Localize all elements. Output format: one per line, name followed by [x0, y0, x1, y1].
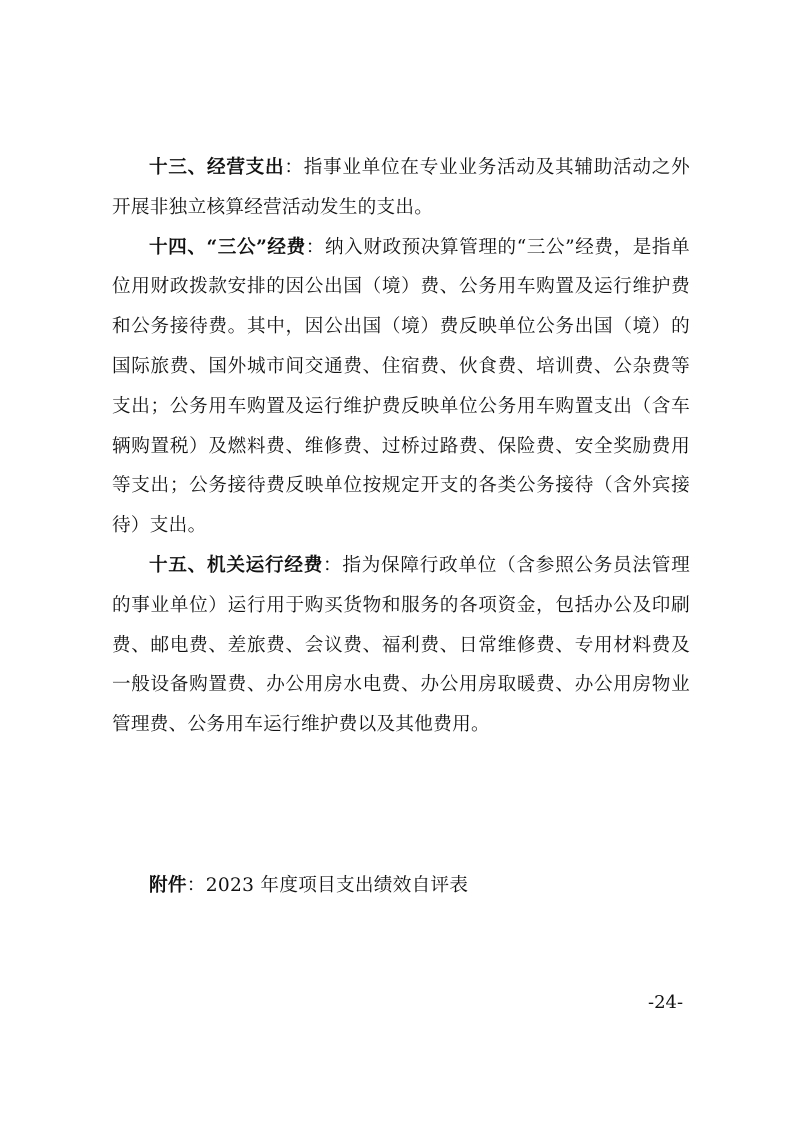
glossary-item-agency-operating-funds	[112, 546, 690, 745]
attachment-title: 2023 年度项目支出绩效自评表	[205, 875, 469, 896]
glossary-term: 十四、“三公”经费	[149, 236, 306, 258]
glossary-term: 十三、经营支出	[149, 157, 285, 178]
glossary-definition: 指事业单位在专业业务活动及其辅助活动之外开展非独立核算经营活动发生的支出。	[112, 157, 690, 218]
glossary-definition: 指为保障行政单位（含参照公务员法管理的事业单位）运行用于购买货物和服务的各项资金，包括办公及印刷费、邮电费、差旅费、会议费、福利费、日常维修费、专用材料费及一般设备购置费、办公用房水电费、办公用房取暖费、办公用房物业管理费、公务用车运行维护费以及其他费用。	[112, 554, 690, 736]
glossary-section	[112, 148, 690, 745]
attachment-label: 附件	[149, 875, 187, 896]
glossary-item-three-public-expenses	[112, 228, 690, 546]
attachment-separator: ：	[186, 875, 206, 896]
glossary-item-operating-expenses	[112, 148, 690, 228]
page-number: -24-	[648, 992, 684, 1013]
attachment-line	[149, 871, 468, 901]
glossary-term: 十五、机关运行经费	[149, 554, 324, 576]
glossary-definition: 纳入财政预决算管理的“三公”经费，是指单位用财政拨款安排的因公出国（境）费、公务用车购置及运行维护费和公务接待费。其中，因公出国（境）费反映单位公务出国（境）的国际旅费、国外城市间交通费、住宿费、伙食费、培训费、公杂费等支出；公务用车购置及运行维护费反映单位公务用车购置支出（含车辆购置税）及燃料费、维修费、过桥过路费、保险费、安全奖励费用等支出；公务接待费反映单位按规定开支的各类公务接待（含外宾接待）支出。	[112, 236, 691, 537]
term-separator: ：	[305, 236, 325, 258]
term-separator: ：	[284, 157, 304, 178]
term-separator: ：	[323, 554, 343, 576]
